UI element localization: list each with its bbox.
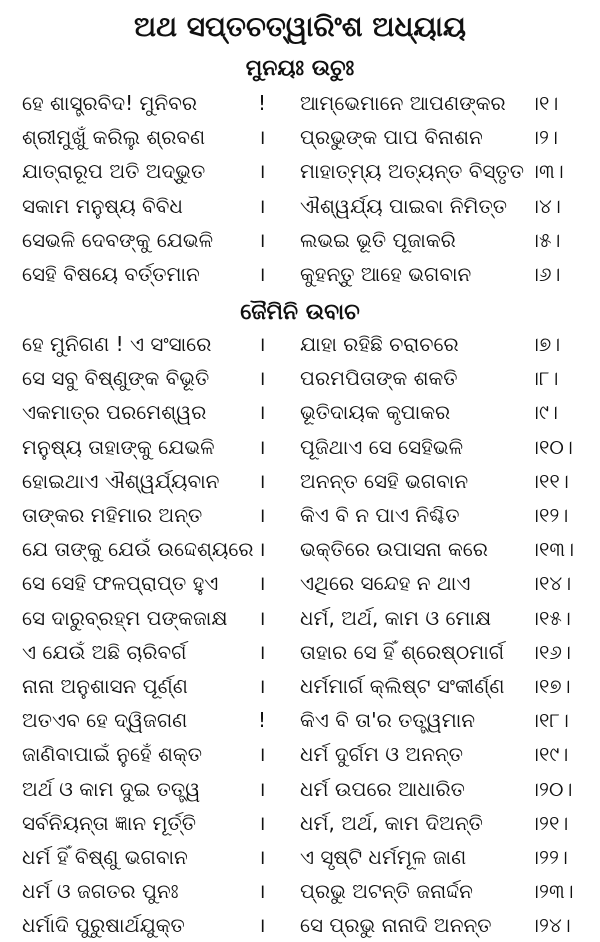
verse-number: ।୨୨। xyxy=(530,845,568,869)
verse-right-line: ଧର୍ମ, ଅର୍ଥ, କାମ ଓ ମୋକ୍ଷ xyxy=(300,605,492,630)
verse-row xyxy=(0,669,600,703)
verse-left-line: ଏକମାତ୍ର ପରମେଶ୍ୱର xyxy=(22,400,207,425)
verse-separator: । xyxy=(258,400,266,425)
verse-separator: । xyxy=(258,503,266,527)
verse-number: ।୧୩। xyxy=(530,537,575,562)
verse-number: ।୧୦। xyxy=(530,434,573,459)
verse-right-line: ମାହାତ୍ମ୍ୟ ଅତ୍ୟନ୍ତ ବିସ୍ତୃତ xyxy=(300,159,524,184)
verse-number: ।୧୯। xyxy=(530,742,569,767)
verse-separator: । xyxy=(258,605,266,630)
verse-number: ।୧୨। xyxy=(530,503,569,527)
verse-right-line: ଧର୍ମ ଉପରେ ଆଧାରିତ xyxy=(300,776,465,801)
verse-left-line: ସେଭଳି ଦେବଙ୍କୁ ଯେଭଳି xyxy=(22,227,214,252)
verse-number: ।୨୩। xyxy=(530,879,574,904)
verse-left-line: ନାନା ଅନୁଶାସନ ପୂର୍ଣ୍ଣ xyxy=(22,674,188,698)
verse-row xyxy=(0,120,600,154)
verse-right-line: ଯାହା ରହିଛି ଚରାଚରେ xyxy=(300,332,459,356)
verse-number: ।୧୪। xyxy=(530,571,572,596)
verse-number: ।୯। xyxy=(530,400,558,425)
verse-row xyxy=(0,395,600,429)
verse-separator: । xyxy=(258,125,266,150)
verse-separator: । xyxy=(258,262,266,286)
verse-left-line: ସେ ସବୁ ବିଷ୍ଣୁଙ୍କ ବିଭୂତି xyxy=(22,366,210,391)
verse-left-line: ଜାଣିବାପାଇଁ ନୁହେଁ ଶକ୍ତ xyxy=(22,742,202,767)
verse-row xyxy=(0,154,600,188)
verse-number: ।୧। xyxy=(530,91,559,115)
verse-left-line: ସକାମ ମନୁଷ୍ୟ ବିବିଧ xyxy=(22,193,183,218)
verse-number: ।୪। xyxy=(530,193,561,218)
verse-number: ।୧୭। xyxy=(530,674,571,698)
verse-left-line: ସେହି ବିଷୟେ ବର୍ତ୍ତମାନ xyxy=(22,262,200,286)
verse-right-line: ପୂଜିଥାଏ ସେ ସେହିଭଳି xyxy=(300,434,464,459)
verse-separator: । xyxy=(258,537,266,562)
verse-separator: । xyxy=(258,159,266,184)
verse-right-line: ଐଶ୍ୱର୍ଯ୍ୟ ପାଇବା ନିମିତ୍ତ xyxy=(300,193,507,218)
verse-separator: । xyxy=(258,674,266,698)
verse-row xyxy=(0,498,600,532)
verse-number: ।୧୮। xyxy=(530,708,569,733)
verse-separator: । xyxy=(258,193,266,218)
verse-left-line: ସେ ଦାରୁବ୍ରହ୍ମ ପଙ୍କଜାକ୍ଷ xyxy=(22,605,228,630)
verse-right-line: କିଏ ବି ନ ପାଏ ନିଶ୍ଚିତ xyxy=(300,503,460,527)
verse-number: ।୭। xyxy=(530,332,561,356)
verse-right-line: ଧର୍ମମାର୍ଗ କ୍ଲିଷ୍ଟ ସଂକୀର୍ଣ୍ଣ xyxy=(300,674,505,698)
verse-right-line: ପ୍ରଭୁଙ୍କ ପାପ ବିନାଶନ xyxy=(300,125,483,150)
verse-left-line: ଧର୍ମାଦି ପୁରୁଷାର୍ଥଯୁକ୍ତ xyxy=(22,913,185,938)
verse-left-line: ସେ ସେହି ଫଳପ୍ରାପ୍ତ ହୁଏ xyxy=(22,571,219,596)
verse-number: ।୨୦। xyxy=(530,776,573,801)
verse-right-line: ଭୂତିଦାୟକ କୃପାକର xyxy=(300,400,451,425)
section-heading: ଜୈମିନି ଉବାଚ xyxy=(240,300,360,325)
verse-number: ।୧୧। xyxy=(530,468,569,493)
verse-separator: । xyxy=(258,468,266,493)
verse-row xyxy=(0,806,600,840)
verse-row xyxy=(0,532,600,566)
verse-number: ।୫। xyxy=(530,227,561,252)
verse-right-line: ଏ ସୃଷ୍ଟି ଧର୍ମମୂଳ ଜାଣ xyxy=(300,845,467,869)
verse-separator: । xyxy=(258,571,266,596)
verse-separator: । xyxy=(258,332,266,356)
verse-right-line: ଏଥିରେ ସନ୍ଦେହ ନ ଥାଏ xyxy=(300,571,471,596)
verse-separator: । xyxy=(258,434,266,459)
verse-separator: । xyxy=(258,742,266,767)
verse-number: ।୬। xyxy=(530,262,561,286)
verse-row xyxy=(0,566,600,600)
verse-left-line: ସର୍ବନିୟନ୍ତା ଜ୍ଞାନ ମୂର୍ତ୍ତି xyxy=(22,810,196,835)
verse-row xyxy=(0,257,600,291)
verse-right-line: ଭକ୍ତିରେ ଉପାସନା କରେ xyxy=(300,537,488,562)
verse-left-line: ତାଙ୍କର ମହିମାର ଅନ୍ତ xyxy=(22,503,203,527)
verse-separator: । xyxy=(258,913,266,938)
verse-row xyxy=(0,908,600,942)
verse-row xyxy=(0,840,600,874)
verse-right-line: ଆମ୍ଭେମାନେ ଆପଣଙ୍କର xyxy=(300,91,506,115)
verse-left-line: ଅର୍ଥ ଓ କାମ ଦୁଇ ତତ୍ତ୍ୱ xyxy=(22,776,201,801)
verse-right-line: ଧର୍ମ, ଅର୍ଥ, କାମ ଦିଅନ୍ତି xyxy=(300,810,483,835)
verse-left-line: ହେ ଶାସ୍ତ୍ରବିଦ! ମୁନିବର xyxy=(22,91,197,115)
verse-row xyxy=(0,430,600,464)
verse-right-line: କୁହନ୍ତୁ ଆହେ ଭଗବାନ xyxy=(300,262,472,286)
verse-right-line: ପ୍ରଭୁ ଅଟନ୍ତି ଜନାର୍ଦ୍ଦନ xyxy=(300,879,473,904)
verse-separator: । xyxy=(258,366,266,391)
verse-separator: । xyxy=(258,776,266,801)
verse-left-line: ମନୁଷ୍ୟ ତାହାଙ୍କୁ ଯେଭଳି xyxy=(22,434,215,459)
verse-number: ।୧୬। xyxy=(530,639,571,664)
verse-number: ।୧୫। xyxy=(530,605,571,630)
verse-left-line: ଶ୍ରୀମୁଖୁଁ କରିଲୁ ଶ୍ରବଣ xyxy=(22,125,206,150)
verse-row xyxy=(0,327,600,361)
verse-row xyxy=(0,601,600,635)
verse-number: ।୨୧। xyxy=(530,810,569,835)
verse-left-line: ଯାତ୍ରାରୂପ ଅତି ଅଦ୍ଭୁତ xyxy=(22,159,206,184)
verse-row xyxy=(0,223,600,257)
verse-separator: ! xyxy=(258,708,267,733)
verse-separator: । xyxy=(258,810,266,835)
verse-left-line: ହୋଇଥାଏ ଐଶ୍ୱର୍ଯ୍ୟବାନ xyxy=(22,468,220,493)
verse-row xyxy=(0,189,600,223)
verse-row xyxy=(0,737,600,771)
verse-left-line: ଧର୍ମ ହିଁ ବିଷ୍ଣୁ ଭଗବାନ xyxy=(22,845,188,869)
verse-right-line: ତାହାର ସେ ହିଁ ଶ୍ରେଷ୍ଠମାର୍ଗ xyxy=(300,639,505,664)
verse-right-line: ସେ ପ୍ରଭୁ ନାନାଦି ଅନନ୍ତ xyxy=(300,913,492,938)
verse-row xyxy=(0,772,600,806)
verse-number: ।୩। xyxy=(530,159,564,184)
verse-left-line: ଅତଏବ ହେ ଦ୍ୱିଜଗଣ xyxy=(22,708,188,733)
verse-row xyxy=(0,361,600,395)
page-title: ଅଥ ସପ୍ତଚତ୍ୱାରିଂଶ ଅଧ୍ୟାୟ xyxy=(134,10,466,43)
verse-row xyxy=(0,874,600,908)
verse-right-line: ଧର୍ମ ଦୁର୍ଗମ ଓ ଅନନ୍ତ xyxy=(300,742,464,767)
verse-separator: । xyxy=(258,227,266,252)
verse-row xyxy=(0,703,600,737)
verse-number: ।୨୪। xyxy=(530,913,571,938)
verse-right-line: ଲଭଇ ଭୂତି ପୂଜାକରି xyxy=(300,227,456,252)
verse-separator: ! xyxy=(258,91,267,115)
verse-right-line: କିଏ ବି ତା'ର ତତ୍ତ୍ୱମାନ xyxy=(300,708,476,733)
verse-right-line: ଅନନ୍ତ ସେହି ଭଗବାନ xyxy=(300,468,469,493)
verse-separator: । xyxy=(258,639,266,664)
verse-left-line: ଯେ ତାଙ୍କୁ ଯେଉଁ ଉଦ୍ଦେଶ୍ୟରେ xyxy=(22,537,254,562)
verse-left-line: ହେ ମୁନିଗଣ ! ଏ ସଂସାରେ xyxy=(22,332,212,356)
verse-row xyxy=(0,635,600,669)
verse-number: ।୮। xyxy=(530,366,559,391)
verse-left-line: ଏ ଯେଉଁ ଅଛି ଚାରିବର୍ଗ xyxy=(22,639,187,664)
verse-row xyxy=(0,86,600,120)
verse-row xyxy=(0,464,600,498)
verse-separator: । xyxy=(258,879,266,904)
section-heading: ମୁନୟଃ ଉଚୁଃ xyxy=(245,56,355,81)
verse-separator: । xyxy=(258,845,266,869)
verse-left-line: ଧର୍ମ ଓ ଜଗତର ପୁନଃ xyxy=(22,879,179,904)
verse-right-line: ପରମପିତାଙ୍କ ଶକତି xyxy=(300,366,458,391)
verse-number: ।୨। xyxy=(530,125,558,150)
